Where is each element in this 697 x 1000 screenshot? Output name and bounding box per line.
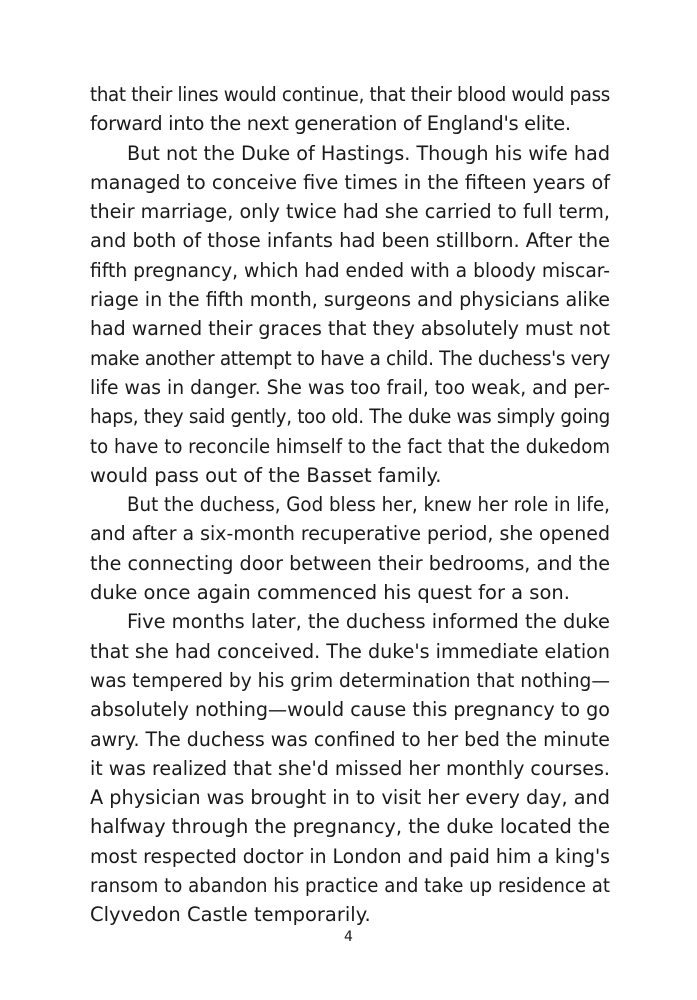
text-line: fifth pregnancy, which had ended with a bloody miscar- — [90, 258, 611, 282]
text-line: riage in the fifth month, surgeons and physicians alike — [90, 288, 610, 312]
text-line: managed to conceive five times in the fifteen years of — [90, 170, 610, 194]
text-line: duke once again commenced his quest for a son. — [90, 581, 570, 605]
text-line: haps, they said gently, too old. The duke was simply going — [90, 405, 610, 429]
body-text — [90, 80, 610, 930]
text-line: Five months later, the duchess informed the duke — [127, 610, 610, 634]
text-line: to have to reconcile himself to the fact that the dukedom — [90, 434, 611, 458]
text-line: ransom to abandon his practice and take up residence at — [90, 874, 611, 898]
text-line: most respected doctor in London and paid him a king's — [90, 844, 611, 868]
text-line: the connecting door between their bedrooms, and the — [90, 551, 611, 575]
text-line: halfway through the pregnancy, the duke located the — [90, 815, 610, 839]
text-line: and after a six-month recuperative period, she opened — [90, 522, 611, 546]
text-line: A physician was brought in to visit her every day, and — [90, 786, 610, 810]
text-line: that she had conceived. The duke's immediate elation — [90, 639, 611, 663]
text-line: life was in danger. She was too frail, too weak, and per- — [90, 375, 611, 399]
text-line: that their lines would continue, that their blood would pass — [90, 83, 610, 106]
text-line: and both of those infants had been stillborn. After the — [90, 229, 610, 253]
text-line: had warned their graces that they absolutely must not — [90, 317, 611, 341]
text-line: would pass out of the Basset family. — [90, 463, 442, 487]
text-line: But the duchess, God bless her, knew her role in life, — [127, 493, 610, 517]
text-line: forward into the next generation of England's elite. — [90, 112, 571, 136]
text-line: it was realized that she'd missed her monthly courses. — [90, 756, 610, 780]
text-line: was tempered by his grim determination that nothing— — [90, 668, 611, 692]
text-line: absolutely nothing—would cause this pregnancy to go — [90, 698, 610, 722]
text-line: their marriage, only twice had she carried to full term, — [90, 200, 610, 224]
text-line: make another attempt to have a child. The duchess's very — [90, 346, 610, 370]
page-number: 4 — [344, 929, 353, 945]
text-line: But not the Duke of Hastings. Though his wife had — [127, 141, 610, 165]
text-line: Clyvedon Castle temporarily. — [90, 903, 371, 927]
text-line: awry. The duchess was confined to her bed the minute — [90, 727, 610, 751]
